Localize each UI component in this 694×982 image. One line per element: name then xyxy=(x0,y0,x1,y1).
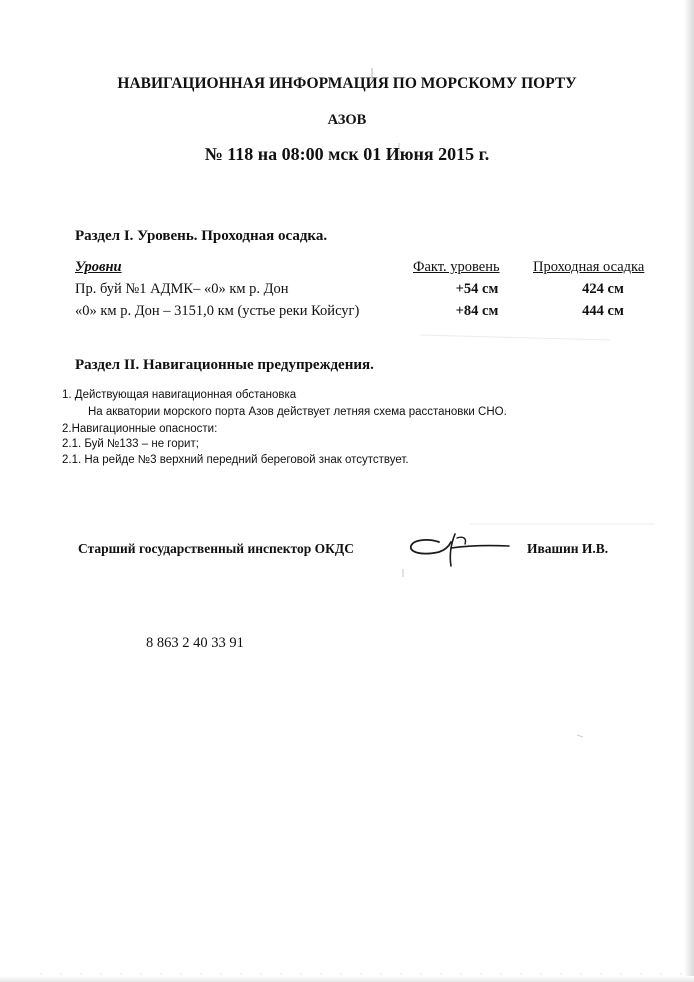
column-header-fact-level: Факт. уровень xyxy=(413,259,500,275)
column-header-draft: Проходная осадка xyxy=(533,259,645,275)
signatory-title: Старший государственный инспектор ОКДС xyxy=(78,541,354,556)
table-row-1-fact: +54 см xyxy=(455,281,499,297)
title-line-1: НАВИГАЦИОННАЯ ИНФОРМАЦИЯ ПО МОРСКОМУ ПОРТУ xyxy=(117,75,577,92)
table-row-2-draft: 444 см xyxy=(582,303,624,319)
section2-heading: Раздел II. Навигационные предупреждения. xyxy=(75,357,374,373)
warning-item-2-1b: 2.1. На рейде №3 верхний передний береговой знак отсутствует. xyxy=(62,454,409,466)
contact-phone: 8 863 2 40 33 91 xyxy=(146,635,244,651)
table-row-1-name: Пр. буй №1 АДМК– «0» км р. Дон xyxy=(75,281,289,297)
column-header-levels: Уровни xyxy=(75,259,122,275)
section1-heading: Раздел I. Уровень. Проходная осадка. xyxy=(75,228,328,244)
warning-item-2-1: 2.1. Буй №133 – не горит; xyxy=(62,438,199,450)
signatory-name: Ивашин И.В. xyxy=(527,541,609,556)
title-line-2: АЗОВ xyxy=(327,112,367,128)
handwritten-signature xyxy=(405,528,515,572)
table-row-2-fact: +84 см xyxy=(455,303,499,319)
warning-item-2: 2.Навигационные опасности: xyxy=(62,423,218,435)
issue-line: № 118 на 08:00 мск 01 Июня 2015 г. xyxy=(204,144,490,164)
table-row-2-name: «0» км р. Дон – 3151,0 км (устье реки Койсуг) xyxy=(75,303,360,319)
table-row-1-draft: 424 см xyxy=(582,281,624,297)
warning-item-1: 1. Действующая навигационная обстановка xyxy=(62,389,297,401)
warning-item-1-detail: На акватории морского порта Азов действует летняя схема расстановки СНО. xyxy=(88,406,507,418)
